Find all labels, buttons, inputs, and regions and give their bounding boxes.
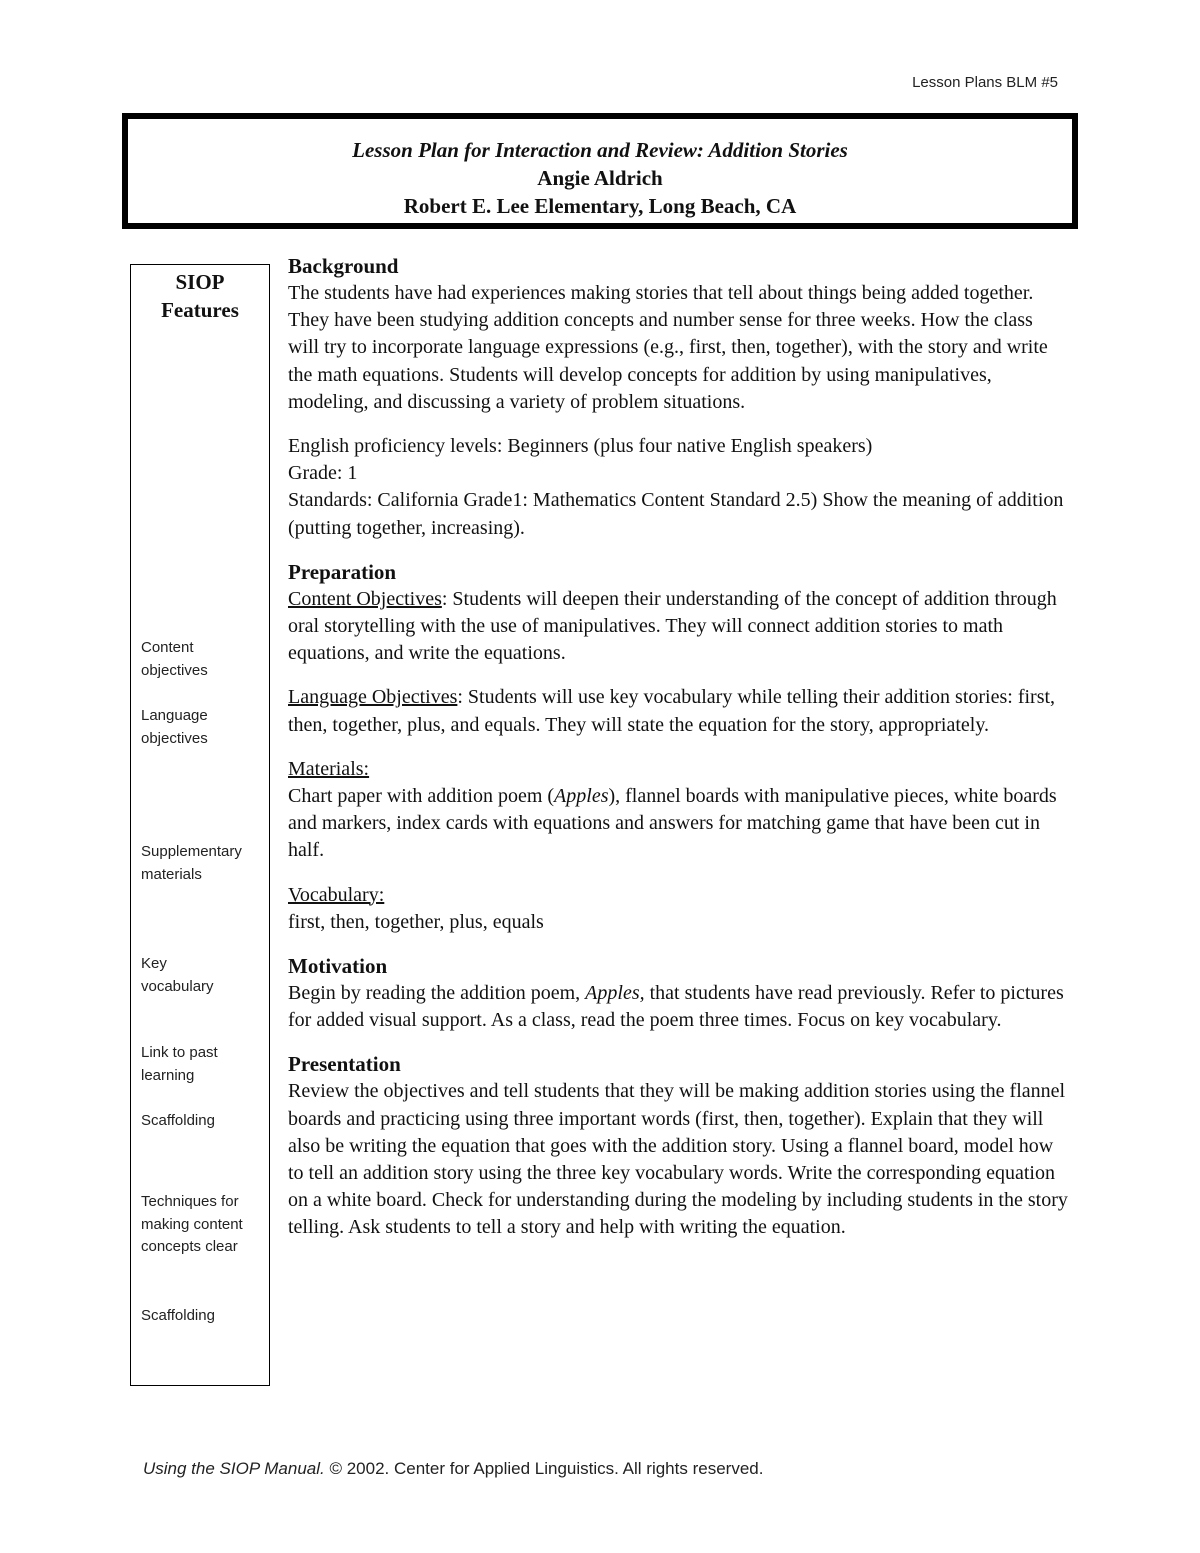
siop-label-scaffolding-2: Scaffolding bbox=[141, 1307, 215, 1324]
motivation-text-pre: Begin by reading the addition poem, bbox=[288, 982, 586, 1005]
grade-level: Grade: 1 bbox=[288, 462, 358, 485]
language-objectives bbox=[288, 684, 1068, 738]
proficiency-levels: English proficiency levels: Beginners (plus four native English speakers) bbox=[288, 435, 873, 458]
vocabulary-label: Vocabulary: bbox=[288, 883, 385, 906]
content-objectives-text: : Students will deepen their understanding of the concept of addition through oral storytelling with the use of manipulatives. They will connect addition stories to math equations, and write the equations. bbox=[288, 587, 1057, 665]
siop-label-key-vocabulary: Key vocabulary bbox=[141, 955, 214, 995]
author-name: Angie Aldrich bbox=[537, 166, 663, 190]
materials-label: Materials: bbox=[288, 757, 370, 780]
siop-heading bbox=[131, 265, 269, 324]
presentation-text: Review the objectives and tell students that they will be making addition stories using the flannel boards and practicing using three important words (first, then, together). Explain that they will also be writing the equation that goes with the addition story. Using a flannel board, model how to tell an addition story using the three key vocabulary words. Write the corresponding equation on a white board. Check for understanding during the modeling by including students in the story telling. Ask students to tell a story and help with writing the equation. bbox=[288, 1080, 1068, 1239]
footer-manual-title: Using the SIOP Manual. bbox=[143, 1459, 325, 1478]
content-objectives bbox=[288, 586, 1068, 668]
materials-text-pre: Chart paper with addition poem ( bbox=[288, 785, 555, 808]
school-name: Robert E. Lee Elementary, Long Beach, CA bbox=[403, 194, 797, 218]
preparation-heading: Preparation bbox=[288, 559, 397, 584]
presentation-heading: Presentation bbox=[288, 1052, 401, 1077]
document-label: Lesson Plans BLM #5 bbox=[912, 74, 1058, 91]
motivation-poem-title: Apples, bbox=[585, 982, 645, 1005]
vocabulary-text: first, then, together, plus, equals bbox=[288, 910, 544, 933]
siop-label-scaffolding: Scaffolding bbox=[141, 1112, 215, 1129]
title-box bbox=[122, 113, 1078, 229]
siop-label-supplementary-materials: Supplementary materials bbox=[141, 843, 242, 883]
siop-features-column bbox=[130, 264, 270, 1386]
siop-label-language-objectives: Language objectives bbox=[141, 707, 208, 747]
materials-poem-title: Apples bbox=[554, 785, 609, 808]
siop-label-techniques: Techniques for making content concepts clear bbox=[141, 1193, 243, 1255]
content-objectives-label: Content Objectives bbox=[288, 587, 442, 610]
footer-copyright: © 2002. Center for Applied Linguistics. All rights reserved. bbox=[324, 1459, 764, 1478]
motivation-text-post: that students have read previously. Refer to pictures for added visual support. As a class, read the poem three times. Focus on key vocabulary. bbox=[288, 982, 1064, 1032]
materials-text bbox=[288, 783, 1068, 865]
siop-label-link-past-learning: Link to past learning bbox=[141, 1044, 218, 1084]
siop-heading-line2: Features bbox=[161, 298, 239, 322]
lesson-content bbox=[288, 253, 1068, 1242]
language-objectives-text: : Students will use key vocabulary while telling their addition stories: first, then, together, plus, and equals. They will state the equation for the story, appropriately. bbox=[288, 686, 1056, 736]
background-heading: Background bbox=[288, 254, 399, 278]
motivation-text bbox=[288, 980, 1068, 1034]
siop-heading-line1: SIOP bbox=[175, 270, 225, 294]
standards: Standards: California Grade1: Mathematics Content Standard 2.5) Show the meaning of addition (putting together, increasing). bbox=[288, 489, 1064, 539]
motivation-heading: Motivation bbox=[288, 954, 388, 979]
lesson-title: Lesson Plan for Interaction and Review: Addition Stories bbox=[352, 138, 848, 162]
siop-label-content-objectives: Content objectives bbox=[141, 639, 208, 679]
background-text: The students have had experiences making stories that tell about things being added together. They have been studying addition concepts and number sense for three weeks. How the class will try to incorporate language expressions (e.g., first, then, together), with the story and write the math equations. Students will develop concepts for addition by using manipulatives, modeling, and discussing a variety of problem situations. bbox=[288, 282, 1048, 413]
language-objectives-label: Language Objectives bbox=[288, 686, 458, 709]
copyright-footer bbox=[143, 1459, 763, 1479]
materials-text-post: ), flannel boards with manipulative pieces, white boards and markers, index cards with equations and answers for matching game that have been cut in half. bbox=[288, 785, 1057, 862]
